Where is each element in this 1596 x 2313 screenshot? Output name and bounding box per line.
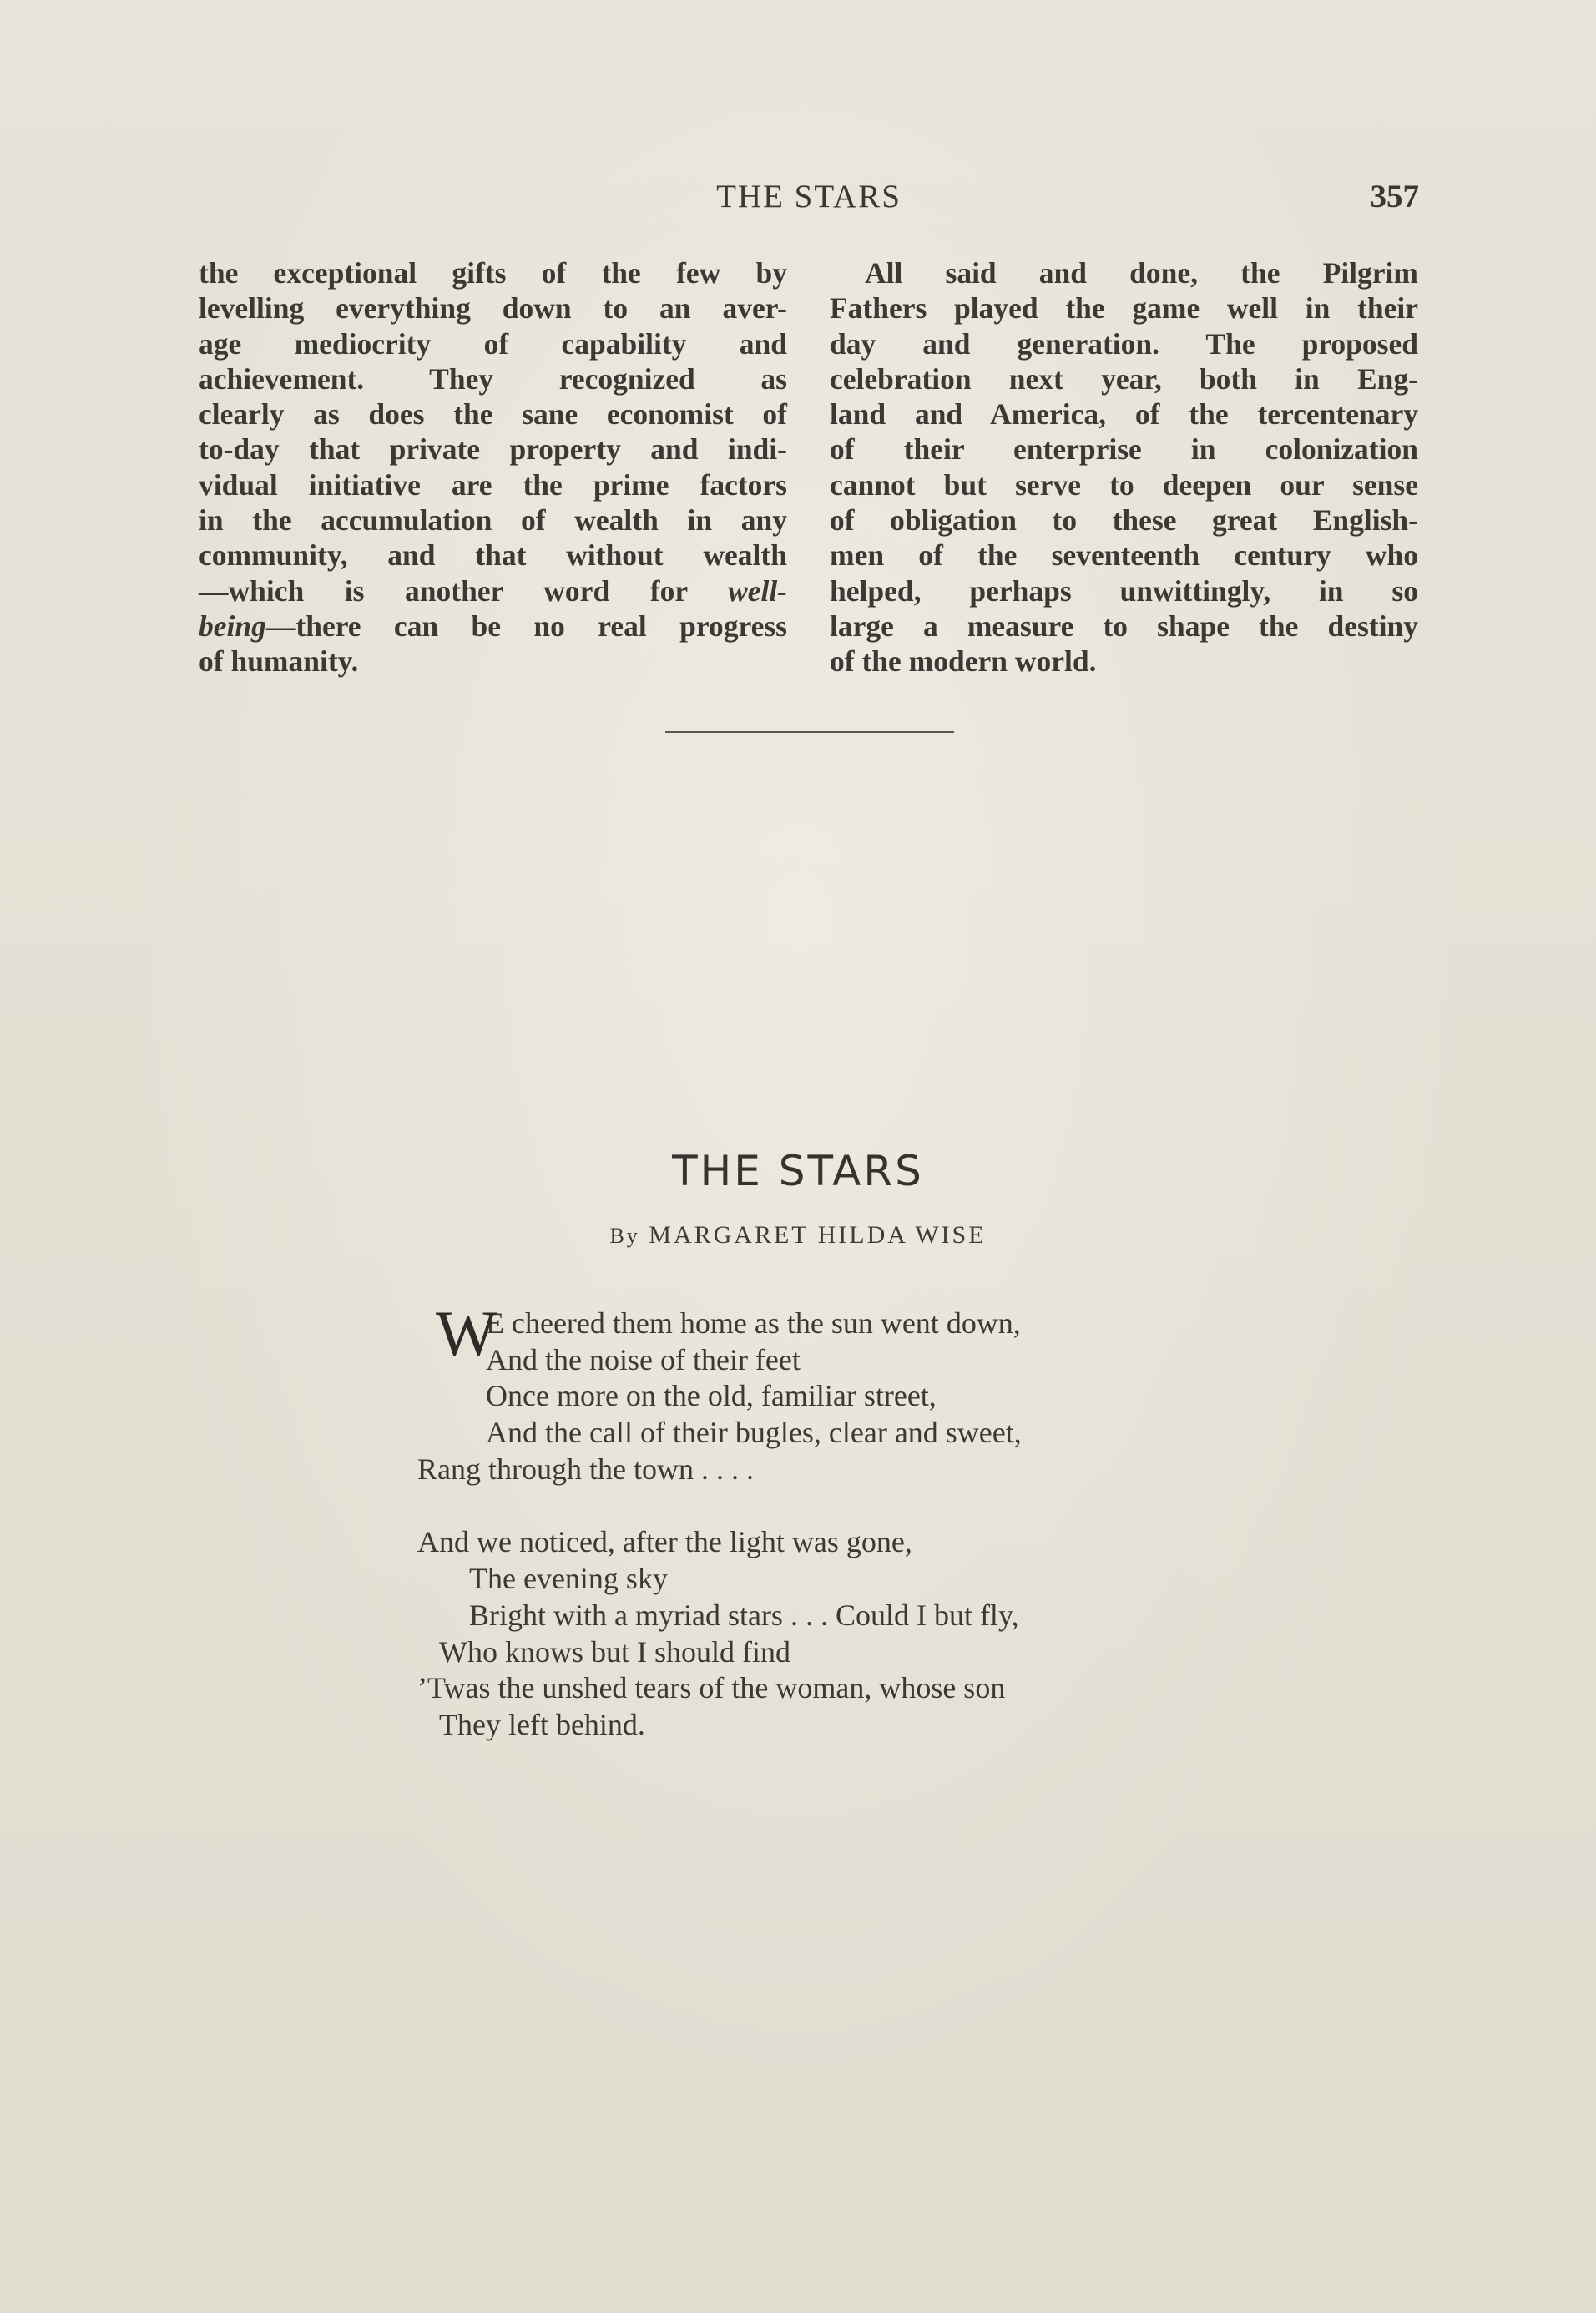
- poem-title: THE STARS: [672, 1147, 924, 1195]
- text-line: levelling everything down to an aver-: [199, 291, 787, 326]
- text-line: age mediocrity of capability and: [199, 326, 787, 361]
- running-head: [199, 174, 1419, 220]
- text-line: of the modern world.: [830, 644, 1097, 679]
- text-line: land and America, of the tercentenary: [830, 397, 1418, 432]
- text-line: day and generation. The proposed: [830, 326, 1418, 361]
- stanza-gap: [417, 1487, 1252, 1524]
- text-line: of humanity.: [199, 644, 359, 679]
- italic-word: well-: [728, 573, 787, 608]
- poem-line: Bright with a myriad stars . . . Could I but fly,: [469, 1598, 1019, 1632]
- text-line: [199, 573, 787, 609]
- drop-cap: W: [436, 1297, 497, 1370]
- text-line: the exceptional gifts of the few by: [199, 256, 787, 290]
- poem-line-text: E cheered them home as the sun went down,: [486, 1306, 1021, 1340]
- left-column: [199, 255, 787, 679]
- stanza: [417, 1297, 1252, 1487]
- poem-body: [417, 1297, 1252, 1744]
- text-line: clearly as does the sane economist of: [199, 397, 787, 432]
- poem-line: Rang through the town . . . .: [417, 1452, 754, 1486]
- text-line: helped, perhaps unwittingly, in so: [830, 573, 1418, 608]
- stanza: [417, 1524, 1252, 1743]
- author-name: MARGARET HILDA WISE: [649, 1221, 987, 1249]
- text-line: cannot but serve to deepen our sense: [830, 467, 1418, 502]
- text-segment: —which is another word for: [199, 573, 729, 608]
- poem-line: Once more on the old, familiar street,: [486, 1379, 937, 1413]
- poem-line: And we noticed, after the light was gone,: [417, 1525, 912, 1559]
- text-line: [199, 609, 787, 644]
- text-line: celebration next year, both in Eng-: [830, 361, 1418, 396]
- text-line: Fathers played the game well in their: [830, 291, 1418, 326]
- text-line: of obligation to these great English-: [830, 503, 1418, 538]
- poem-line: And the noise of their feet: [486, 1342, 801, 1376]
- text-line: men of the seventeenth century who: [830, 538, 1418, 573]
- italic-word: being: [199, 609, 266, 643]
- text-line: large a measure to shape the destiny: [830, 609, 1418, 643]
- text-line: to-day that private property and indi-: [199, 432, 787, 467]
- text-line: achievement. They recognized as: [199, 361, 787, 396]
- poem-line: They left behind.: [439, 1707, 645, 1741]
- text-line: of their enterprise in colonization: [830, 432, 1418, 467]
- text-line: in the accumulation of wealth in any: [199, 503, 787, 538]
- page-number: 357: [1370, 179, 1419, 215]
- text-line: All said and done, the Pilgrim: [865, 256, 1418, 290]
- byline-prefix: By: [609, 1224, 640, 1248]
- right-column: [830, 255, 1418, 679]
- poem-line: And the call of their bugles, clear and sweet,: [486, 1416, 1022, 1450]
- poem-line: The evening sky: [469, 1562, 668, 1596]
- poem-line: Who knows but I should find: [439, 1634, 790, 1669]
- text-line: vidual initiative are the prime factors: [199, 467, 787, 502]
- byline: [0, 1217, 1596, 1255]
- text-line: community, and that without wealth: [199, 538, 787, 573]
- section-divider: [665, 731, 954, 733]
- running-title: THE STARS: [716, 179, 902, 215]
- text-segment: —there can be no real progress: [265, 609, 787, 643]
- poem-line: ’Twas the unshed tears of the woman, whose son: [417, 1671, 1006, 1705]
